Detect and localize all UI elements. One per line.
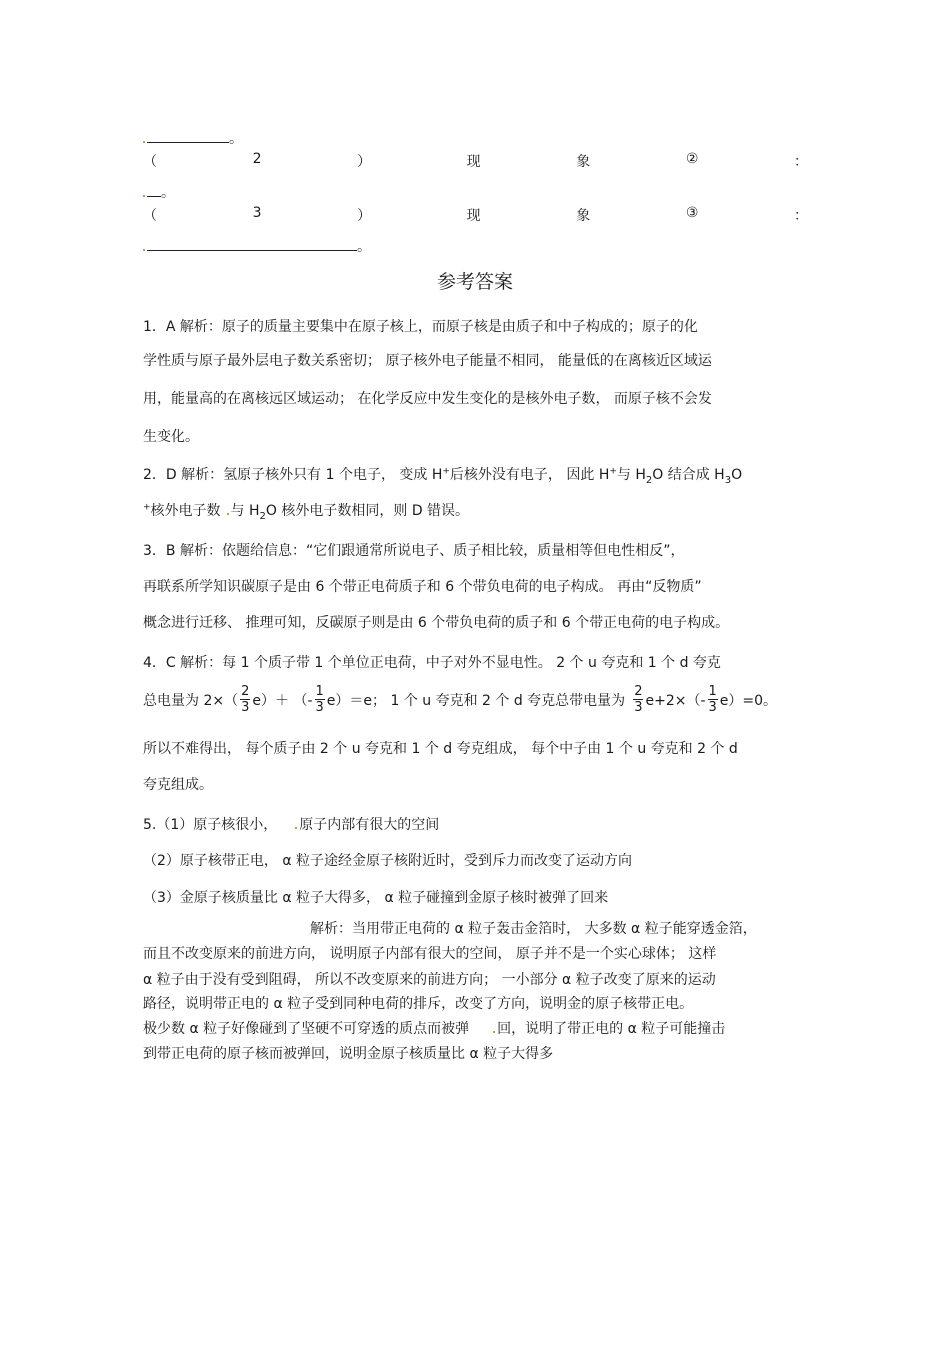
answer-3-line-2: 再联系所学知识碳原子是由 6 个带正电荷质子和 6 个带负电荷的电子构成。 再由“反物质” [143,579,702,595]
marker-dot [143,195,145,197]
text: 极少数 α 粒子好像碰到了坚硬不可穿透的质点而被弹 [143,1021,470,1037]
circled-number: ③ [685,205,699,221]
text: 原子内部有很大的空间 [299,817,440,833]
text: 与 H [616,467,646,483]
numerator: 2 [241,684,250,699]
period: 。 [161,185,175,201]
text: 核外电子数 [150,503,221,519]
explanation-line-4: 路径，说明带正电的 α 粒子受到同种电荷的排斥，改变了方向，说明金的原子核带正电。 [143,996,694,1012]
answer-4-line-4: 夸克组成。 [143,777,213,793]
answer-3-line-3: 概念进行迁移、 推理可知，反碳原子则是由 6 个带负电荷的质子和 6 个带正电荷的电子构成。 [143,615,730,631]
denominator: 3 [241,700,250,715]
answer-1-line-1: 1．A 解析：原子的质量主要集中在原子核上，而原子核是由质子和中子构成的；原子的化 [143,319,698,335]
question-row-3 [143,205,808,225]
answer-1-line-4: 生变化。 [143,429,199,445]
explanation-line-6: 到带正电荷的原子核而被弹回，说明金原子核质量比 α 粒子大得多 [143,1046,554,1062]
subscript: 3 [724,474,732,486]
text: 5.（1）原子核很小， [143,817,278,833]
marker-dot [143,249,145,251]
fill-blank [147,141,229,143]
text: O [731,467,743,483]
answer-2-line-1 [143,464,742,486]
numerator: 1 [708,684,717,699]
text: O 结合成 H [652,467,725,483]
text: e）=0。 [719,692,778,709]
answer-5-line-2: （2）原子核带正电， α 粒子途经金原子核附近时，受到斥力而改变了运动方向 [143,853,633,869]
denominator: 3 [315,700,324,715]
denominator: 3 [708,700,717,715]
numerator: 1 [315,684,324,699]
fraction [708,684,718,715]
circled-number: ② [685,151,699,167]
superscript: + [609,466,617,477]
colon: ： [793,154,808,170]
answer-4-line-3: 所以不难得出， 每个质子由 2 个 u 夸克和 1 个 d 夸克组成， 每个中子由 1 个 u 夸克和 2 个 d [143,741,738,757]
fill-blank [147,249,357,251]
marker-dot [295,827,297,829]
marker-dot [493,1031,495,1033]
text: 2．D 解析：氢原子核外只有 1 个电子， 变成 H [143,467,443,483]
answers-title: 参考答案 [436,271,513,293]
answer-1-line-3: 用，能量高的在离核远区域运动； 在化学反应中发生变化的是核外电子数， 而原子核不会发 [143,391,712,407]
answer-4-line-2 [143,684,777,715]
answer-blank-line-3 [143,236,371,256]
paren-open: （ [143,208,157,224]
text: e+2×（- [645,692,706,709]
answer-4-line-1: 4．C 解析：每 1 个质子带 1 个单位正电荷，中子对外不显电性。 2 个 u 夸克和 1 个 d 夸克 [143,655,721,671]
fraction [315,684,325,715]
paren-close: ） [357,208,372,224]
denominator: 3 [634,700,643,715]
answer-1-line-2: 学性质与原子最外层电子数关系密切； 原子核外电子能量不相同， 能量低的在离核近区域运 [143,353,712,369]
answer-5-line-1 [143,814,439,834]
phenomenon-char-2: 象 [576,208,591,224]
phenomenon-char-1: 现 [466,208,481,224]
text: 回，说明了带正电的 α 粒子可能撞击 [497,1021,726,1037]
subscript: 2 [259,510,266,522]
period: 。 [229,131,243,147]
superscript: + [143,502,151,513]
answer-blank-line-1 [143,128,243,148]
answer-blank-line-2 [143,182,175,202]
marker-dot [227,513,229,515]
paren-open: （ [143,154,157,170]
fraction [240,684,250,715]
answer-5-line-3: （3）金原子核质量比 α 粒子大得多， α 粒子碰撞到金原子核时被弹了回来 [143,890,609,906]
superscript: + [442,466,450,477]
explanation-line-5 [143,1018,725,1038]
paren-close: ） [357,154,372,170]
phenomenon-char-2: 象 [576,154,591,170]
question-number: 3 [252,205,262,221]
text: 总电量为 2×（ [143,692,239,709]
text: e）＋ （- [252,692,313,709]
text: 与 H [230,503,260,519]
marker-dot [143,141,145,143]
period: 。 [357,239,371,255]
text: O 核外电子数相同，则 D 错误。 [265,503,470,519]
answer-3-line-1: 3．B 解析：依题给信息：“它们跟通常所说电子、质子相比较，质量相等但电性相反”， [143,543,685,559]
phenomenon-char-1: 现 [466,154,481,170]
explanation-line-1: 解析：当用带正电荷的 α 粒子轰击金箔时， 大多数 α 粒子能穿透金箔， [310,921,757,937]
fraction [633,684,643,715]
question-number: 2 [252,151,262,167]
text: e）＝e； 1 个 u 夸克和 2 个 d 夸克总带电量为 [326,692,626,709]
explanation-line-2: 而且不改变原来的前进方向， 说明原子内部有很大的空间， 原子并不是一个实心球体； 这样 [143,946,717,962]
text: 后核外没有电子， 因此 H [449,467,610,483]
fill-blank [147,195,161,197]
explanation-line-3: α 粒子由于没有受到阻碍， 所以不改变原来的前进方向； 一小部分 α 粒子改变了原来的运动 [143,972,716,988]
question-row-2 [143,151,808,171]
subscript: 2 [645,474,653,486]
numerator: 2 [634,684,643,699]
answer-2-line-2 [143,500,469,522]
colon: ： [793,208,808,224]
